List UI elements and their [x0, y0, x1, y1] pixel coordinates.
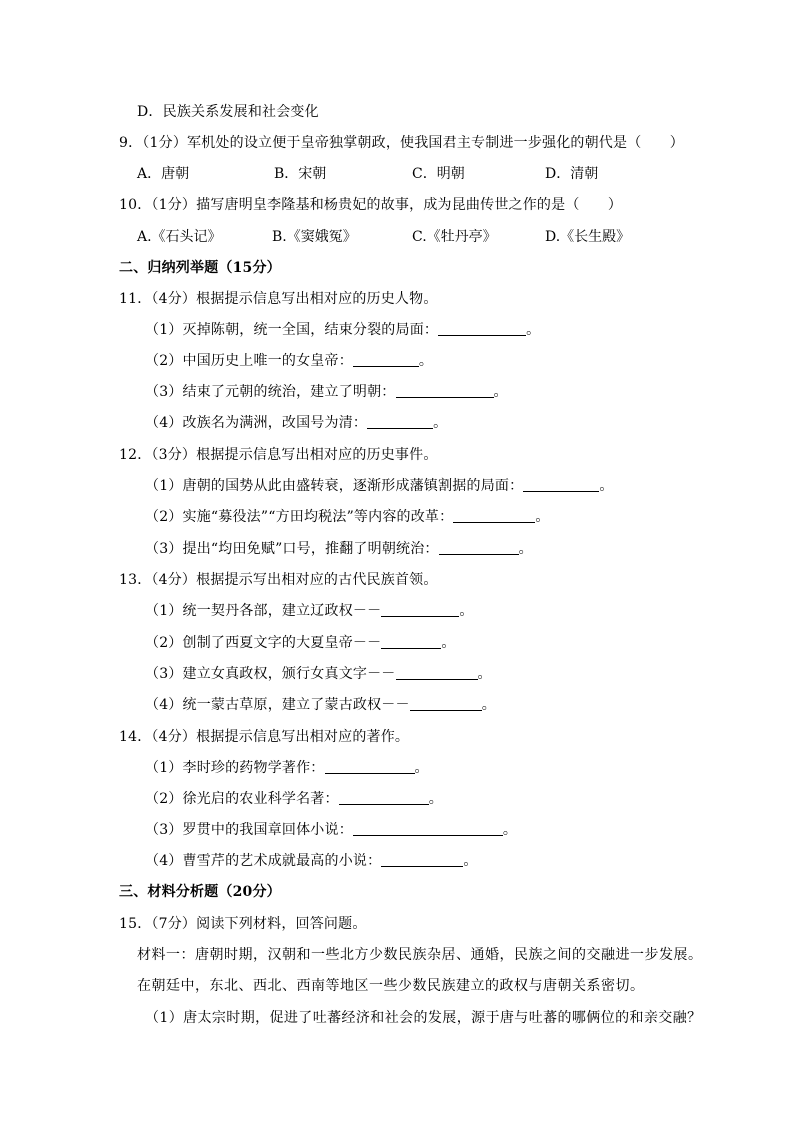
answer-blank[interactable]: [381, 602, 459, 617]
q15-material-line-1: 材料一：唐朝时期，汉朝和一些北方少数民族杂居、通婚，民族之间的交融进一步发展。: [137, 947, 703, 963]
q9-option-b: B．宋朝: [274, 166, 327, 182]
q15-question-1: （1）唐太宗时期，促进了吐蕃经济和社会的发展，源于唐与吐蕃的哪俩位的和亲交融？: [145, 1010, 702, 1026]
q13-item-4: （4）统一蒙古草原，建立了蒙古政权－－ 。: [145, 697, 496, 713]
q10-option-a: A.《石头记》: [137, 229, 222, 245]
q9-option-c: C．明朝: [412, 166, 465, 182]
q14-stem: 14．（4分）根据提示信息写出相对应的著作。: [119, 729, 410, 745]
section-3-title: 三、材料分析题（20分）: [119, 884, 281, 900]
q14-item-3: （3）罗贯中的我国章回体小说： 。: [145, 822, 518, 838]
answer-blank[interactable]: [396, 383, 494, 398]
q8-option-d: D．民族关系发展和社会变化: [137, 104, 319, 120]
q9-option-a: A．唐朝: [137, 166, 190, 182]
answer-blank[interactable]: [396, 665, 478, 680]
answer-blank[interactable]: [353, 821, 503, 836]
answer-blank[interactable]: [523, 477, 599, 492]
q11-item-1: （1）灭掉陈朝，统一全国，结束分裂的局面： 。: [145, 322, 541, 338]
answer-blank[interactable]: [325, 759, 415, 774]
q11-item-2: （2）中国历史上唯一的女皇帝： 。: [145, 353, 434, 369]
q15-stem: 15．（7分）阅读下列材料，回答问题。: [119, 916, 367, 932]
q10-option-c: C.《牡丹亭》: [412, 229, 497, 245]
q12-item-1: （1）唐朝的国势从此由盛转衰，逐渐形成藩镇割据的局面： 。: [145, 478, 614, 494]
q14-item-4: （4）曹雪芹的艺术成就最高的小说： 。: [145, 853, 478, 869]
answer-blank[interactable]: [453, 508, 535, 523]
q12-item-3: （3）提出“均田免赋”口号，推翻了明朝统治： 。: [145, 541, 533, 557]
q12-stem: 12．（3分）根据提示信息写出相对应的历史事件。: [119, 447, 438, 463]
answer-blank[interactable]: [381, 634, 441, 649]
section-2-title: 二、归纳列举题（15分）: [119, 260, 281, 276]
q12-item-2: （2）实施“募役法”“方田均税法”等内容的改革： 。: [145, 509, 550, 525]
q11-item-4: （4）改族名为满洲，改国号为清： 。: [145, 415, 448, 431]
q13-item-2: （2）创制了西夏文字的大夏皇帝－－ 。: [145, 635, 456, 651]
answer-blank[interactable]: [438, 321, 526, 336]
q14-item-1: （1）李时珍的药物学著作： 。: [145, 760, 429, 776]
q10-option-b: B.《窦娥冤》: [272, 229, 357, 245]
q11-item-3: （3）结束了元朝的统治，建立了明朝： 。: [145, 384, 508, 400]
answer-blank[interactable]: [339, 790, 429, 805]
q15-material-line-2: 在朝廷中，东北、西北、西南等地区一些少数民族建立的政权与唐朝关系密切。: [137, 978, 645, 994]
q11-stem: 11．（4分）根据提示信息写出相对应的历史人物。: [119, 291, 438, 307]
answer-blank[interactable]: [367, 414, 433, 429]
q13-item-3: （3）建立女真政权，颁行女真文字－－ 。: [145, 666, 492, 682]
q13-stem: 13．（4分）根据提示写出相对应的古代民族首领。: [119, 572, 438, 588]
q10-stem: 10．（1分）描写唐明皇李隆基和杨贵妃的故事，成为昆曲传世之作的是（ ）: [119, 197, 623, 213]
answer-blank[interactable]: [381, 852, 463, 867]
q10-option-d: D.《长生殿》: [545, 229, 631, 245]
q14-item-2: （2）徐光启的农业科学名著： 。: [145, 791, 443, 807]
answer-blank[interactable]: [439, 540, 519, 555]
q13-item-1: （1）统一契丹各部，建立辽政权－－ 。: [145, 603, 474, 619]
q9-stem: 9．（1分）军机处的设立便于皇帝独掌朝政，使我国君主专制进一步强化的朝代是（ ）: [119, 135, 685, 151]
answer-blank[interactable]: [410, 696, 482, 711]
answer-blank[interactable]: [353, 352, 419, 367]
q9-option-d: D．清朝: [545, 166, 599, 182]
